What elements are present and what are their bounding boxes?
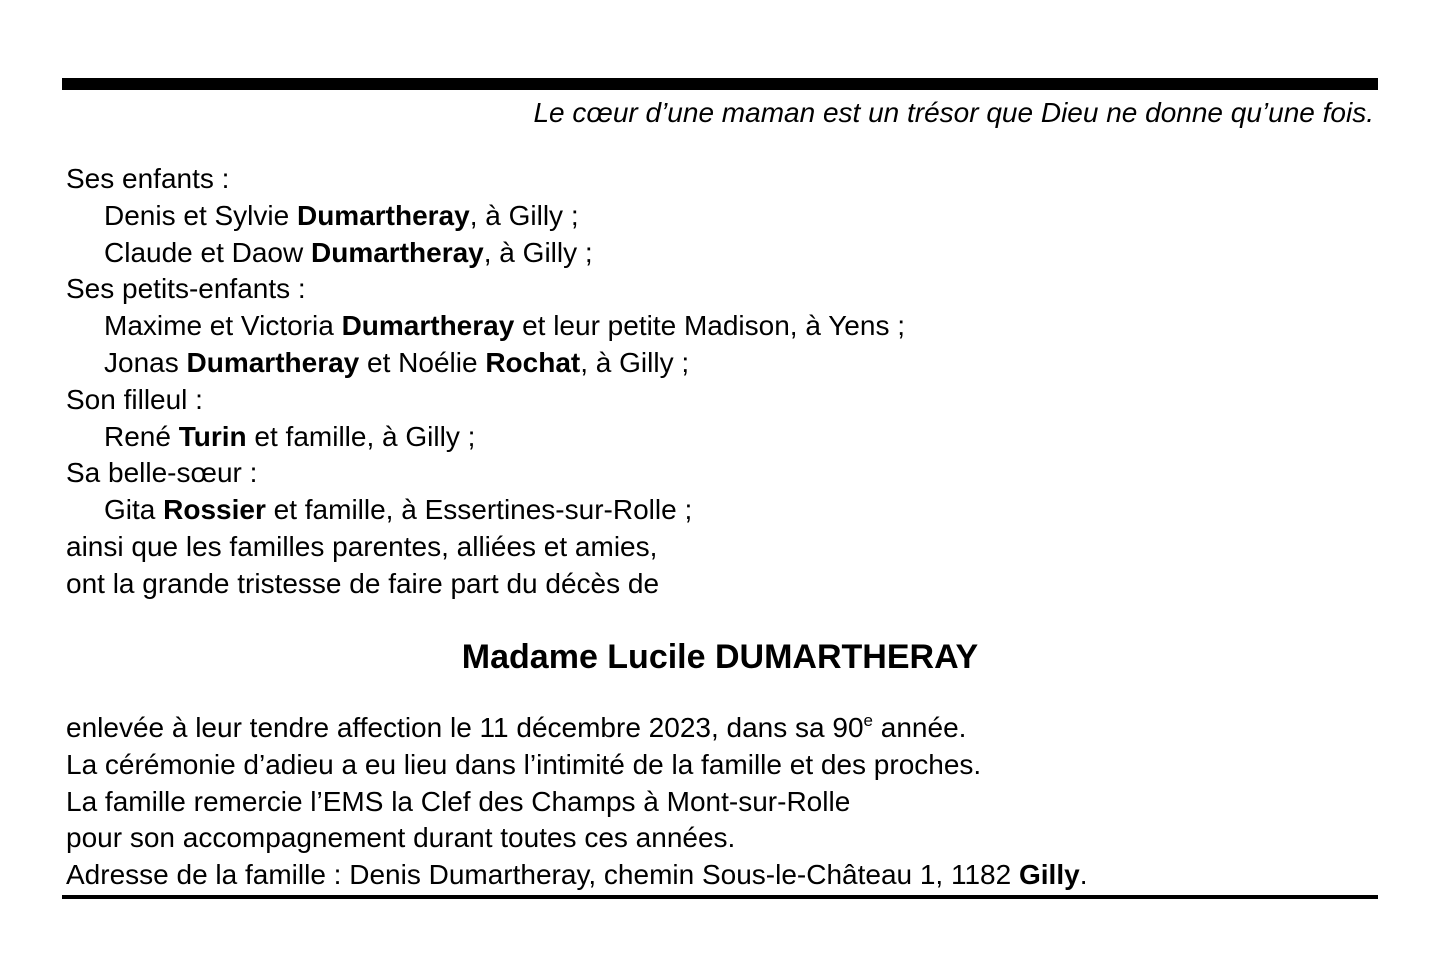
godson-heading: Son filleul :: [66, 383, 203, 415]
death-details: [66, 710, 1087, 894]
grandchild-entry: Jonas Dumartheray et Noélie Rochat, à Gilly ;: [104, 346, 690, 378]
child-entry: Claude et Daow Dumartheray, à Gilly ;: [104, 236, 593, 268]
grandchildren-heading: Ses petits-enfants :: [66, 273, 306, 305]
family-list: [66, 161, 905, 603]
families-line: ainsi que les familles parentes, alliées et amies,: [66, 530, 658, 562]
thanks-line: pour son accompagnement durant toutes ces années.: [66, 822, 736, 854]
address-line: Adresse de la famille : Denis Dumartheray, chemin Sous-le-Château 1, 1182 Gilly.: [66, 859, 1088, 891]
top-rule: [62, 78, 1378, 90]
announce-line: ont la grande tristesse de faire part du décès de: [66, 567, 660, 599]
child-entry: Denis et Sylvie Dumartheray, à Gilly ;: [104, 199, 579, 231]
children-heading: Ses enfants :: [66, 163, 230, 194]
deceased-name: Madame Lucile DUMARTHERAY: [461, 638, 979, 676]
ceremony-line: La cérémonie d’adieu a eu lieu dans l’intimité de la famille et des proches.: [66, 748, 982, 780]
epigraph-quote: Le cœur d’une maman est un trésor que Dieu ne donne qu’une fois.: [533, 97, 1374, 128]
godson-entry: René Turin et famille, à Gilly ;: [104, 420, 476, 452]
sisterinlaw-heading: Sa belle-sœur :: [66, 457, 258, 489]
grandchild-entry: Maxime et Victoria Dumartheray et leur petite Madison, à Yens ;: [104, 310, 905, 342]
bottom-rule: [62, 895, 1378, 899]
sisterinlaw-entry: Gita Rossier et famille, à Essertines-sur-Rolle ;: [104, 494, 693, 526]
death-line: enlevée à leur tendre affection le 11 décembre 2023, dans sa 90e année.: [66, 711, 967, 743]
thanks-line: La famille remercie l’EMS la Clef des Champs à Mont-sur-Rolle: [66, 785, 851, 817]
